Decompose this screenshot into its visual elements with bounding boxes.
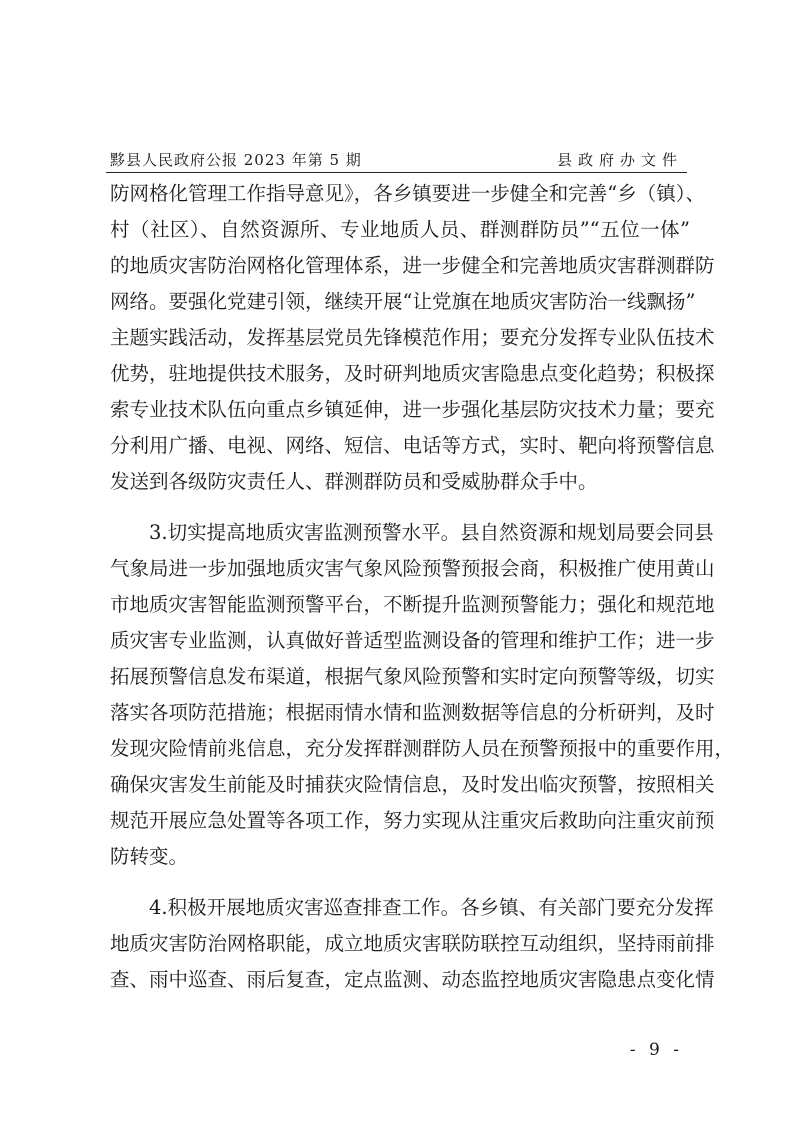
paragraph-2 bbox=[110, 515, 735, 875]
paragraph-3 bbox=[110, 890, 715, 998]
text-line: 查、雨中巡查、雨后复查，定点监测、动态监控地质灾害隐患点变化情 bbox=[110, 968, 715, 991]
text-line: 落实各项防范措施；根据雨情水情和监测数据等信息的分析研判，及时 bbox=[110, 701, 715, 724]
header-section-label: 县政府办文件 bbox=[556, 151, 683, 169]
document-body bbox=[110, 176, 735, 998]
text-line: 确保灾害发生前能及时捕获灾险情信息，及时发出临灾预警，按照相关 bbox=[110, 773, 715, 796]
header-divider bbox=[106, 172, 687, 173]
text-line: 气象局进一步加强地质灾害气象风险预警预报会商，积极推广使用黄山 bbox=[110, 557, 715, 580]
text-line: 索专业技术队伍向重点乡镇延伸，进一步强化基层防灾技术力量；要充 bbox=[110, 398, 715, 421]
text-line: 4.积极开展地质灾害巡查排查工作。各乡镇、有关部门要充分发挥 bbox=[149, 896, 714, 919]
page-number: - 9 - bbox=[629, 1040, 683, 1060]
text-line: 3.切实提高地质灾害监测预警水平。县自然资源和规划局要会同县 bbox=[149, 521, 714, 544]
text-line: 发送到各级防灾责任人、群测群防员和受威胁群众手中。 bbox=[110, 470, 598, 493]
text-line: 主题实践活动，发挥基层党员先锋模范作用；要充分发挥专业队伍技术 bbox=[110, 326, 715, 349]
page-header bbox=[110, 138, 683, 170]
header-publication-title: 黟县人民政府公报 2023 年第 5 期 bbox=[110, 151, 362, 169]
text-line: 分利用广播、电视、网络、短信、电话等方式，实时、靶向将预警信息 bbox=[110, 434, 715, 457]
paragraph-1 bbox=[110, 176, 715, 500]
text-line: 发现灾险情前兆信息，充分发挥群测群防人员在预警预报中的重要作用， bbox=[110, 737, 735, 760]
text-line: 市地质灾害智能监测预警平台，不断提升监测预警能力；强化和规范地 bbox=[110, 593, 715, 616]
text-line: 防网格化管理工作指导意见》，各乡镇要进一步健全和完善“乡（镇）、 bbox=[110, 182, 705, 205]
text-line: 拓展预警信息发布渠道，根据气象风险预警和实时定向预警等级，切实 bbox=[110, 665, 715, 688]
text-line: 网络。要强化党建引领，继续开展“让党旗在地质灾害防治一线飘扬” bbox=[110, 290, 696, 313]
text-line: 质灾害专业监测，认真做好普适型监测设备的管理和维护工作；进一步 bbox=[110, 629, 715, 652]
text-line: 的地质灾害防治网格化管理体系，进一步健全和完善地质灾害群测群防 bbox=[110, 254, 715, 277]
text-line: 优势，驻地提供技术服务，及时研判地质灾害隐患点变化趋势；积极探 bbox=[110, 362, 715, 385]
text-line: 地质灾害防治网格职能，成立地质灾害联防联控互动组织，坚持雨前排 bbox=[110, 932, 715, 955]
text-line: 规范开展应急处置等各项工作，努力实现从注重灾后救助向注重灾前预 bbox=[110, 809, 715, 832]
text-line: 防转变。 bbox=[110, 845, 189, 868]
text-line: 村（社区）、自然资源所、专业地质人员、群测群防员”“五位一体” bbox=[110, 218, 690, 241]
